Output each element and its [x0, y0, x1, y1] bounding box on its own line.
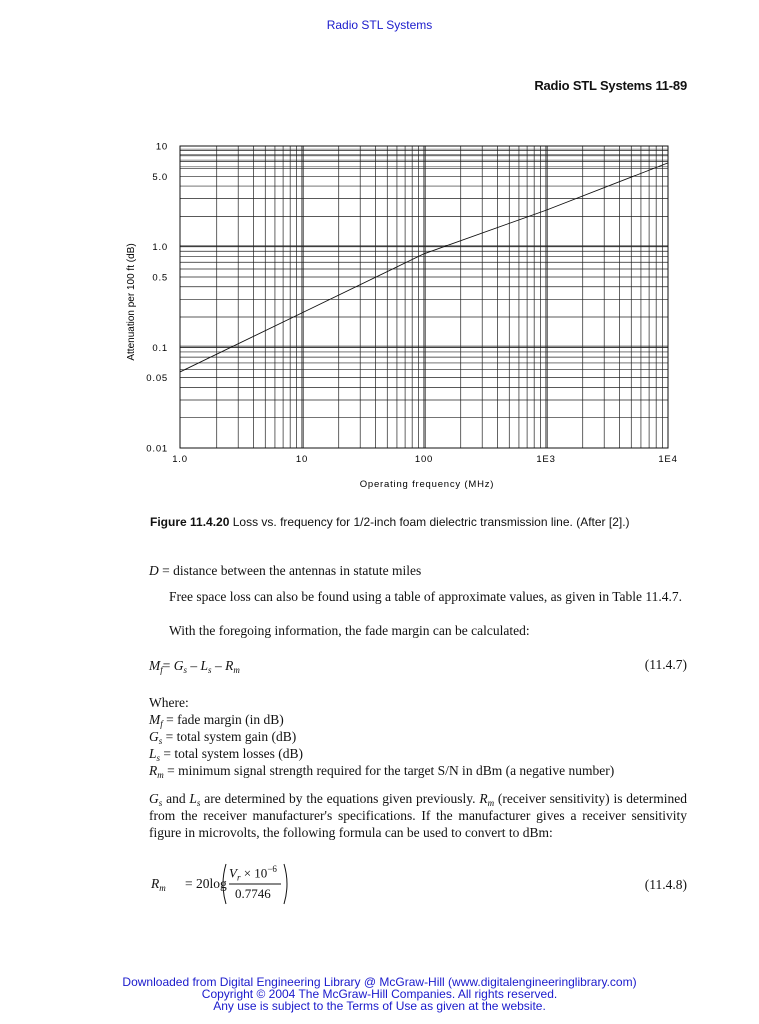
y-tick-label: 5.0	[152, 171, 168, 183]
equation-fade-margin: $M_f= G_s - L_s - R_m$	[149, 658, 240, 675]
figure-label: Figure 11.4.20	[150, 515, 230, 529]
definition-ls: $L_s$ = total system losses (dB)	[149, 746, 304, 763]
definition-gs: $G_s$ = total system gain (dB)	[149, 729, 297, 746]
y-tick-labels	[146, 142, 168, 455]
y-tick-label: 0.5	[152, 272, 168, 284]
def-gs-text: = total system gain (dB)	[162, 729, 297, 744]
y-tick-label: 0.1	[152, 342, 168, 354]
paragraph-receiver-sensitivity: $G_s$ and $L_s$ are determined by the equations given previously. $R_m$ (receiver sensitivity) is determined from the receiver manufacturer's specifications. If the manufacturer gives a receiver sensitivity figure in microvolts, the following formula can be used to convert to dBm:	[149, 791, 688, 840]
x-tick-label: 100	[414, 454, 434, 465]
eq2-coefficient: = 20log	[185, 876, 227, 891]
y-tick-label: 0.05	[146, 373, 168, 385]
x-tick-label: 10	[295, 454, 309, 465]
running-head: Radio STL Systems 11-89	[534, 78, 687, 93]
figure-caption-text: Loss vs. frequency for 1/2-inch foam dielectric transmission line. (After [2].)	[229, 515, 630, 529]
x-tick-label: 1.0	[172, 454, 188, 465]
paragraph-fade-margin-intro: With the foregoing information, the fade margin can be calculated:	[169, 623, 530, 638]
var-d: D	[149, 563, 159, 578]
figure-caption	[150, 515, 710, 529]
footer-copyright: Copyright © 2004 The McGraw-Hill Companies. All rights reserved.	[201, 987, 558, 1001]
equation-number-11-4-7: (11.4.7)	[644, 657, 687, 672]
def-ls-text: = total system losses (dB)	[160, 746, 304, 761]
definition-d	[149, 562, 421, 579]
y-tick-label: 1.0	[152, 242, 168, 254]
y-tick-label: 0.01	[146, 443, 168, 455]
equation-number-11-4-8: (11.4.8)	[644, 877, 687, 892]
definition-rm: $R_m$ = minimum signal strength required for the target S/N in dBm (a negative number)	[149, 763, 615, 780]
x-tick-labels	[172, 454, 677, 465]
footer-download-link[interactable]: Downloaded from Digital Engineering Library @ McGraw-Hill (www.digitalengineeringlibrary.com)	[122, 975, 637, 989]
y-axis-label: Attenuation per 100 ft (dB)	[126, 243, 137, 361]
definition-mf: $M_f$ = fade margin (in dB)	[149, 712, 284, 729]
footer	[0, 976, 759, 1012]
footer-terms-link[interactable]: Any use is subject to the Terms of Use as given at the website.	[213, 999, 546, 1013]
paragraph-free-space-loss: Free space loss can also be found using a table of approximate values, as given in Table 11.4.7.	[169, 589, 683, 604]
x-tick-label: 1E4	[658, 454, 678, 465]
source-title-link[interactable]: Radio STL Systems	[326, 18, 433, 32]
def-d-text: = distance between the antennas in statute miles	[158, 563, 422, 578]
y-tick-label: 10	[155, 141, 168, 153]
where-label: Where:	[149, 695, 189, 710]
loss-vs-frequency-chart	[120, 130, 710, 500]
def-rm-text: = minimum signal strength required for the target S/N in dBm (a negative number)	[163, 763, 615, 778]
eq2-denominator: 0.7746	[235, 886, 271, 901]
eq2-numerator: $V_r \times 10^{-6}$	[229, 864, 277, 883]
x-axis-label: Operating frequency (MHz)	[359, 479, 495, 490]
x-grid	[180, 146, 662, 448]
x-tick-label: 1E3	[536, 454, 556, 465]
equation-receiver-sensitivity: $R_m$ = 20log $V_r \times 10^{-6}$ 0.7746	[149, 860, 309, 910]
def-mf-text: = fade margin (in dB)	[162, 712, 284, 727]
